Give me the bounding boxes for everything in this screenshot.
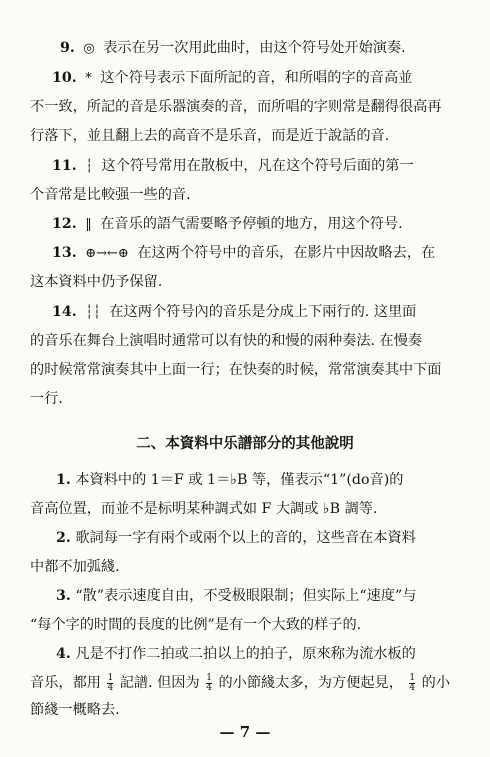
note-3-line-1 [56, 586, 490, 606]
note-text: 本資料中的 1＝F 或 1＝♭B 等，僅表示“1”(do音)的 [75, 472, 404, 488]
note-text: 歌詞每一字有兩个或兩个以上的音的，这些音在本資料 [75, 530, 416, 546]
item-14-line-2: 的音乐在舞台上演唱时通常可以有快的和慢的兩种奏法. 在慢奏 [30, 333, 423, 349]
note-number: 4. [56, 646, 71, 662]
item-text: 这个符号表示下面所記的音，和所唱的字的音高並 [100, 70, 413, 86]
note-text: 的小節綫太多，为方便起見， [218, 675, 403, 691]
item-13-line-2: 这本資料中仍予保留. [30, 274, 163, 290]
note-number: 2. [56, 530, 71, 546]
item-10-line-3: 行落下，並且翻上去的高音不是乐音，而是近于說話的音. [30, 128, 390, 144]
double-bar-symbol: ‖ [85, 217, 92, 232]
item-14-line-3: 的时候常常演奏其中上面一行；在快奏的时候，常常演奏其中下面 [30, 362, 442, 378]
note-text: 的小 [421, 675, 451, 691]
fraction-denominator: 4 [206, 682, 212, 693]
item-9-line-1 [60, 38, 490, 59]
item-number: 11. [52, 158, 77, 174]
item-text: 在这两个符号內的音乐是分成上下兩行的. 这里面 [109, 304, 417, 320]
item-12-line-1 [52, 214, 490, 235]
item-number: 9. [60, 40, 75, 56]
fraction-denominator: 4 [107, 682, 114, 693]
item-number: 10. [52, 70, 77, 86]
note-number: 3. [56, 588, 71, 604]
item-14-line-4: 一行. [30, 391, 63, 407]
quarter-fraction [206, 674, 212, 693]
fraction-numerator: 1 [409, 672, 416, 683]
note-text: 記譜. 但因为 [119, 675, 200, 691]
fraction-denominator: 4 [409, 682, 416, 693]
two-row-marks-symbol: ┆┆ [85, 305, 101, 320]
item-10-line-2: 不一致，所記的音是乐器演奏的音，而所唱的字则常是翻得很高再 [30, 99, 442, 115]
page-number: — 7 — [219, 723, 271, 741]
item-text: 在这两个符号中的音乐，在影片中因故略去，在 [137, 245, 436, 261]
note-text: “散”表示速度自由，不受极眼限制；但实际上“速度”与 [75, 588, 417, 604]
note-4-line-3: 節綫一概略去. [30, 702, 120, 718]
item-14-line-1 [52, 302, 490, 323]
note-1-line-1 [56, 470, 490, 490]
cut-marks-symbol: ⊕→←⊕ [85, 246, 129, 261]
item-number: 12. [52, 216, 77, 232]
section-title: 二、本資料中乐譜部分的其他說明 [136, 436, 354, 452]
note-text: 音乐，都用 [30, 675, 101, 691]
item-text: 这个符号常用在散板中，凡在这个符号后面的第一 [101, 158, 414, 174]
quarter-fraction [409, 674, 415, 693]
item-11-line-1 [52, 156, 490, 177]
item-11-line-2: 个音常是比較强一些的音. [30, 187, 191, 203]
item-13-line-1 [52, 243, 490, 264]
item-text: 表示在另一次用此曲时，由这个符号处开始演奏. [103, 40, 406, 56]
note-2-line-1 [56, 528, 490, 548]
note-number: 1. [56, 472, 71, 488]
quarter-fraction [107, 674, 113, 693]
item-10-line-1 [52, 68, 490, 89]
item-text: 在音乐的語气需要略予停頓的地方，用这个符号. [100, 216, 403, 232]
note-1-line-2: 音高位置，而並不是标明某种調式如 F 大調或 ♭B 調等. [30, 501, 378, 517]
fraction-numerator: 1 [107, 672, 114, 683]
dotted-bar-symbol: ┆ [85, 159, 94, 174]
note-4-line-1 [56, 644, 490, 664]
fraction-numerator: 1 [206, 672, 212, 683]
note-2-line-2: 中都不加弧綫. [30, 559, 120, 575]
note-3-line-2: “每个字的时間的長度的比例”是有一个大致的样子的. [30, 617, 362, 633]
item-number: 14. [52, 304, 77, 320]
double-circle-symbol: ◎ [83, 41, 95, 56]
item-number: 13. [52, 245, 77, 261]
note-4-line-2 [30, 671, 470, 695]
note-text: 凡是不打作二拍或二拍以上的拍子，原來称为流水板的 [75, 646, 416, 662]
asterisk-symbol: * [85, 71, 92, 86]
